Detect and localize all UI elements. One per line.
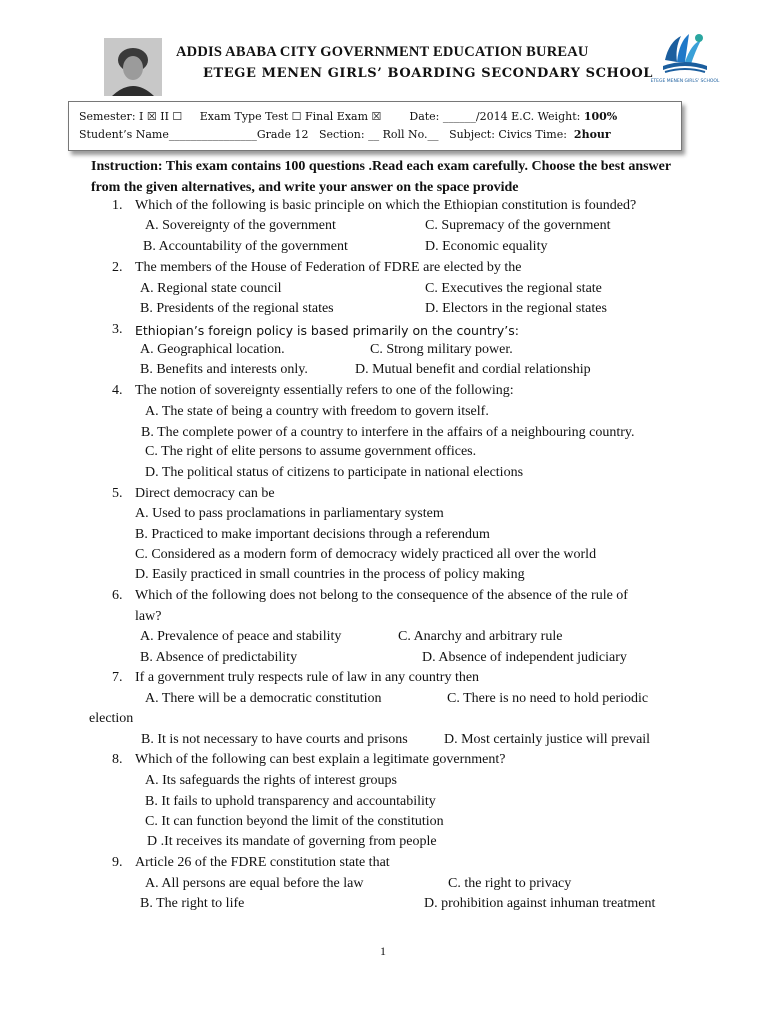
question-number: 7. xyxy=(112,670,123,685)
date-field: Date: ______/2014 E.C. xyxy=(409,110,535,123)
option: D. Mutual benefit and cordial relationship xyxy=(355,362,591,377)
question-number: 4. xyxy=(112,383,123,398)
question-5-text: Direct democracy can be xyxy=(135,486,275,501)
question-number: 2. xyxy=(112,260,123,275)
semester-field: Semester: I ☒ II ☐ xyxy=(79,110,183,123)
option: B. It is not necessary to have courts and prisons xyxy=(141,732,408,747)
option: D. prohibition against inhuman treatment xyxy=(424,896,656,911)
option: A. Sovereignty of the government xyxy=(145,218,336,233)
question-number: 6. xyxy=(112,588,123,603)
option: A. Used to pass proclamations in parliamentary system xyxy=(135,506,444,521)
option: D. The political status of citizens to participate in national elections xyxy=(145,465,524,480)
option: D. Most certainly justice will prevail xyxy=(444,732,651,747)
option: C. Executives the regional state xyxy=(425,281,602,296)
question-3-text: Ethiopian’s foreign policy is based primarily on the country’s: xyxy=(135,323,520,338)
question-number: 8. xyxy=(112,752,123,767)
question-1-text: Which of the following is basic principle on which the Ethiopian constitution is founded? xyxy=(135,198,637,213)
question-number: 1. xyxy=(112,198,123,213)
question-4-text: The notion of sovereignty essentially refers to one of the following: xyxy=(135,383,514,398)
option: B. Practiced to make important decisions through a referendum xyxy=(135,527,490,542)
option: C. Strong military power. xyxy=(370,342,513,357)
option: C. Supremacy of the government xyxy=(425,218,611,233)
subject-field: Subject: Civics xyxy=(449,128,532,141)
option: D. Easily practiced in small countries in the process of policy making xyxy=(135,567,525,582)
option: A. Its safeguards the rights of interest groups xyxy=(145,773,397,788)
option: B. Benefits and interests only. xyxy=(140,362,308,377)
option: B. It fails to uphold transparency and accountability xyxy=(145,794,436,809)
time-label: Time: xyxy=(535,128,567,141)
question-6-text: Which of the following does not belong to the consequence of the absence of the rule of xyxy=(135,588,628,603)
section-field: Section: __ Roll No.__ xyxy=(319,128,439,141)
page-number: 1 xyxy=(380,944,386,958)
exam-type-field: Exam Type Test ☐ Final Exam ☒ xyxy=(199,110,382,123)
option: D. Absence of independent judiciary xyxy=(422,650,627,665)
question-6-text-cont: law? xyxy=(135,609,162,624)
question-number: 9. xyxy=(112,855,123,870)
option: D. Electors in the regional states xyxy=(425,301,607,316)
logo-caption: ETEGE MENEN GIRLS' SCHOOL xyxy=(650,79,720,84)
option: C. the right to privacy xyxy=(448,876,572,891)
weight-value: 100% xyxy=(583,110,618,123)
option: D. Economic equality xyxy=(425,239,548,254)
option-continuation: election xyxy=(89,711,134,726)
student-name-field: Student’s Name________________Grade 12 xyxy=(79,128,309,141)
question-2-text: The members of the House of Federation of FDRE are elected by the xyxy=(135,260,522,275)
bureau-title: ADDIS ABABA CITY GOVERNMENT EDUCATION BUREAU xyxy=(176,44,589,60)
question-number: 3. xyxy=(112,322,123,337)
option: A. Regional state council xyxy=(140,281,282,296)
option: B. The complete power of a country to interfere in the affairs of a neighbouring country. xyxy=(141,425,635,440)
weight-label: Weight: xyxy=(537,110,581,123)
option: A. All persons are equal before the law xyxy=(145,876,364,891)
instruction-text: Instruction: This exam contains 100 questions .Read each exam carefully. Choose the best answer from the given alternatives, and write your answer on the space provide xyxy=(91,159,671,195)
option: A. Geographical location. xyxy=(140,342,285,357)
school-logo xyxy=(650,30,720,90)
option: C. Anarchy and arbitrary rule xyxy=(398,629,563,644)
option: A. The state of being a country with freedom to govern itself. xyxy=(145,404,489,419)
info-row-1 xyxy=(79,110,617,123)
exam-info-box xyxy=(68,101,682,151)
option: C. There is no need to hold periodic xyxy=(447,691,649,706)
time-value: 2hour xyxy=(573,128,611,141)
option: A. There will be a democratic constitution xyxy=(145,691,382,706)
portrait-photo xyxy=(104,38,162,96)
option: B. The right to life xyxy=(140,896,245,911)
option: A. Prevalence of peace and stability xyxy=(140,629,342,644)
school-title: ETEGE MENEN GIRLS’ BOARDING SECONDARY SCHOOL xyxy=(203,66,654,81)
info-row-2 xyxy=(79,128,611,141)
option: D .It receives its mandate of governing from people xyxy=(147,834,437,849)
question-7-text: If a government truly respects rule of law in any country then xyxy=(135,670,480,685)
option: B. Accountability of the government xyxy=(143,239,348,254)
option: B. Presidents of the regional states xyxy=(140,301,334,316)
option: C. Considered as a modern form of democracy widely practiced all over the world xyxy=(135,547,597,562)
option: B. Absence of predictability xyxy=(140,650,298,665)
option: C. The right of elite persons to assume government offices. xyxy=(145,444,477,459)
option: C. It can function beyond the limit of the constitution xyxy=(145,814,444,829)
question-9-text: Article 26 of the FDRE constitution state that xyxy=(135,855,390,870)
question-number: 5. xyxy=(112,486,123,501)
question-8-text: Which of the following can best explain a legitimate government? xyxy=(135,752,506,767)
